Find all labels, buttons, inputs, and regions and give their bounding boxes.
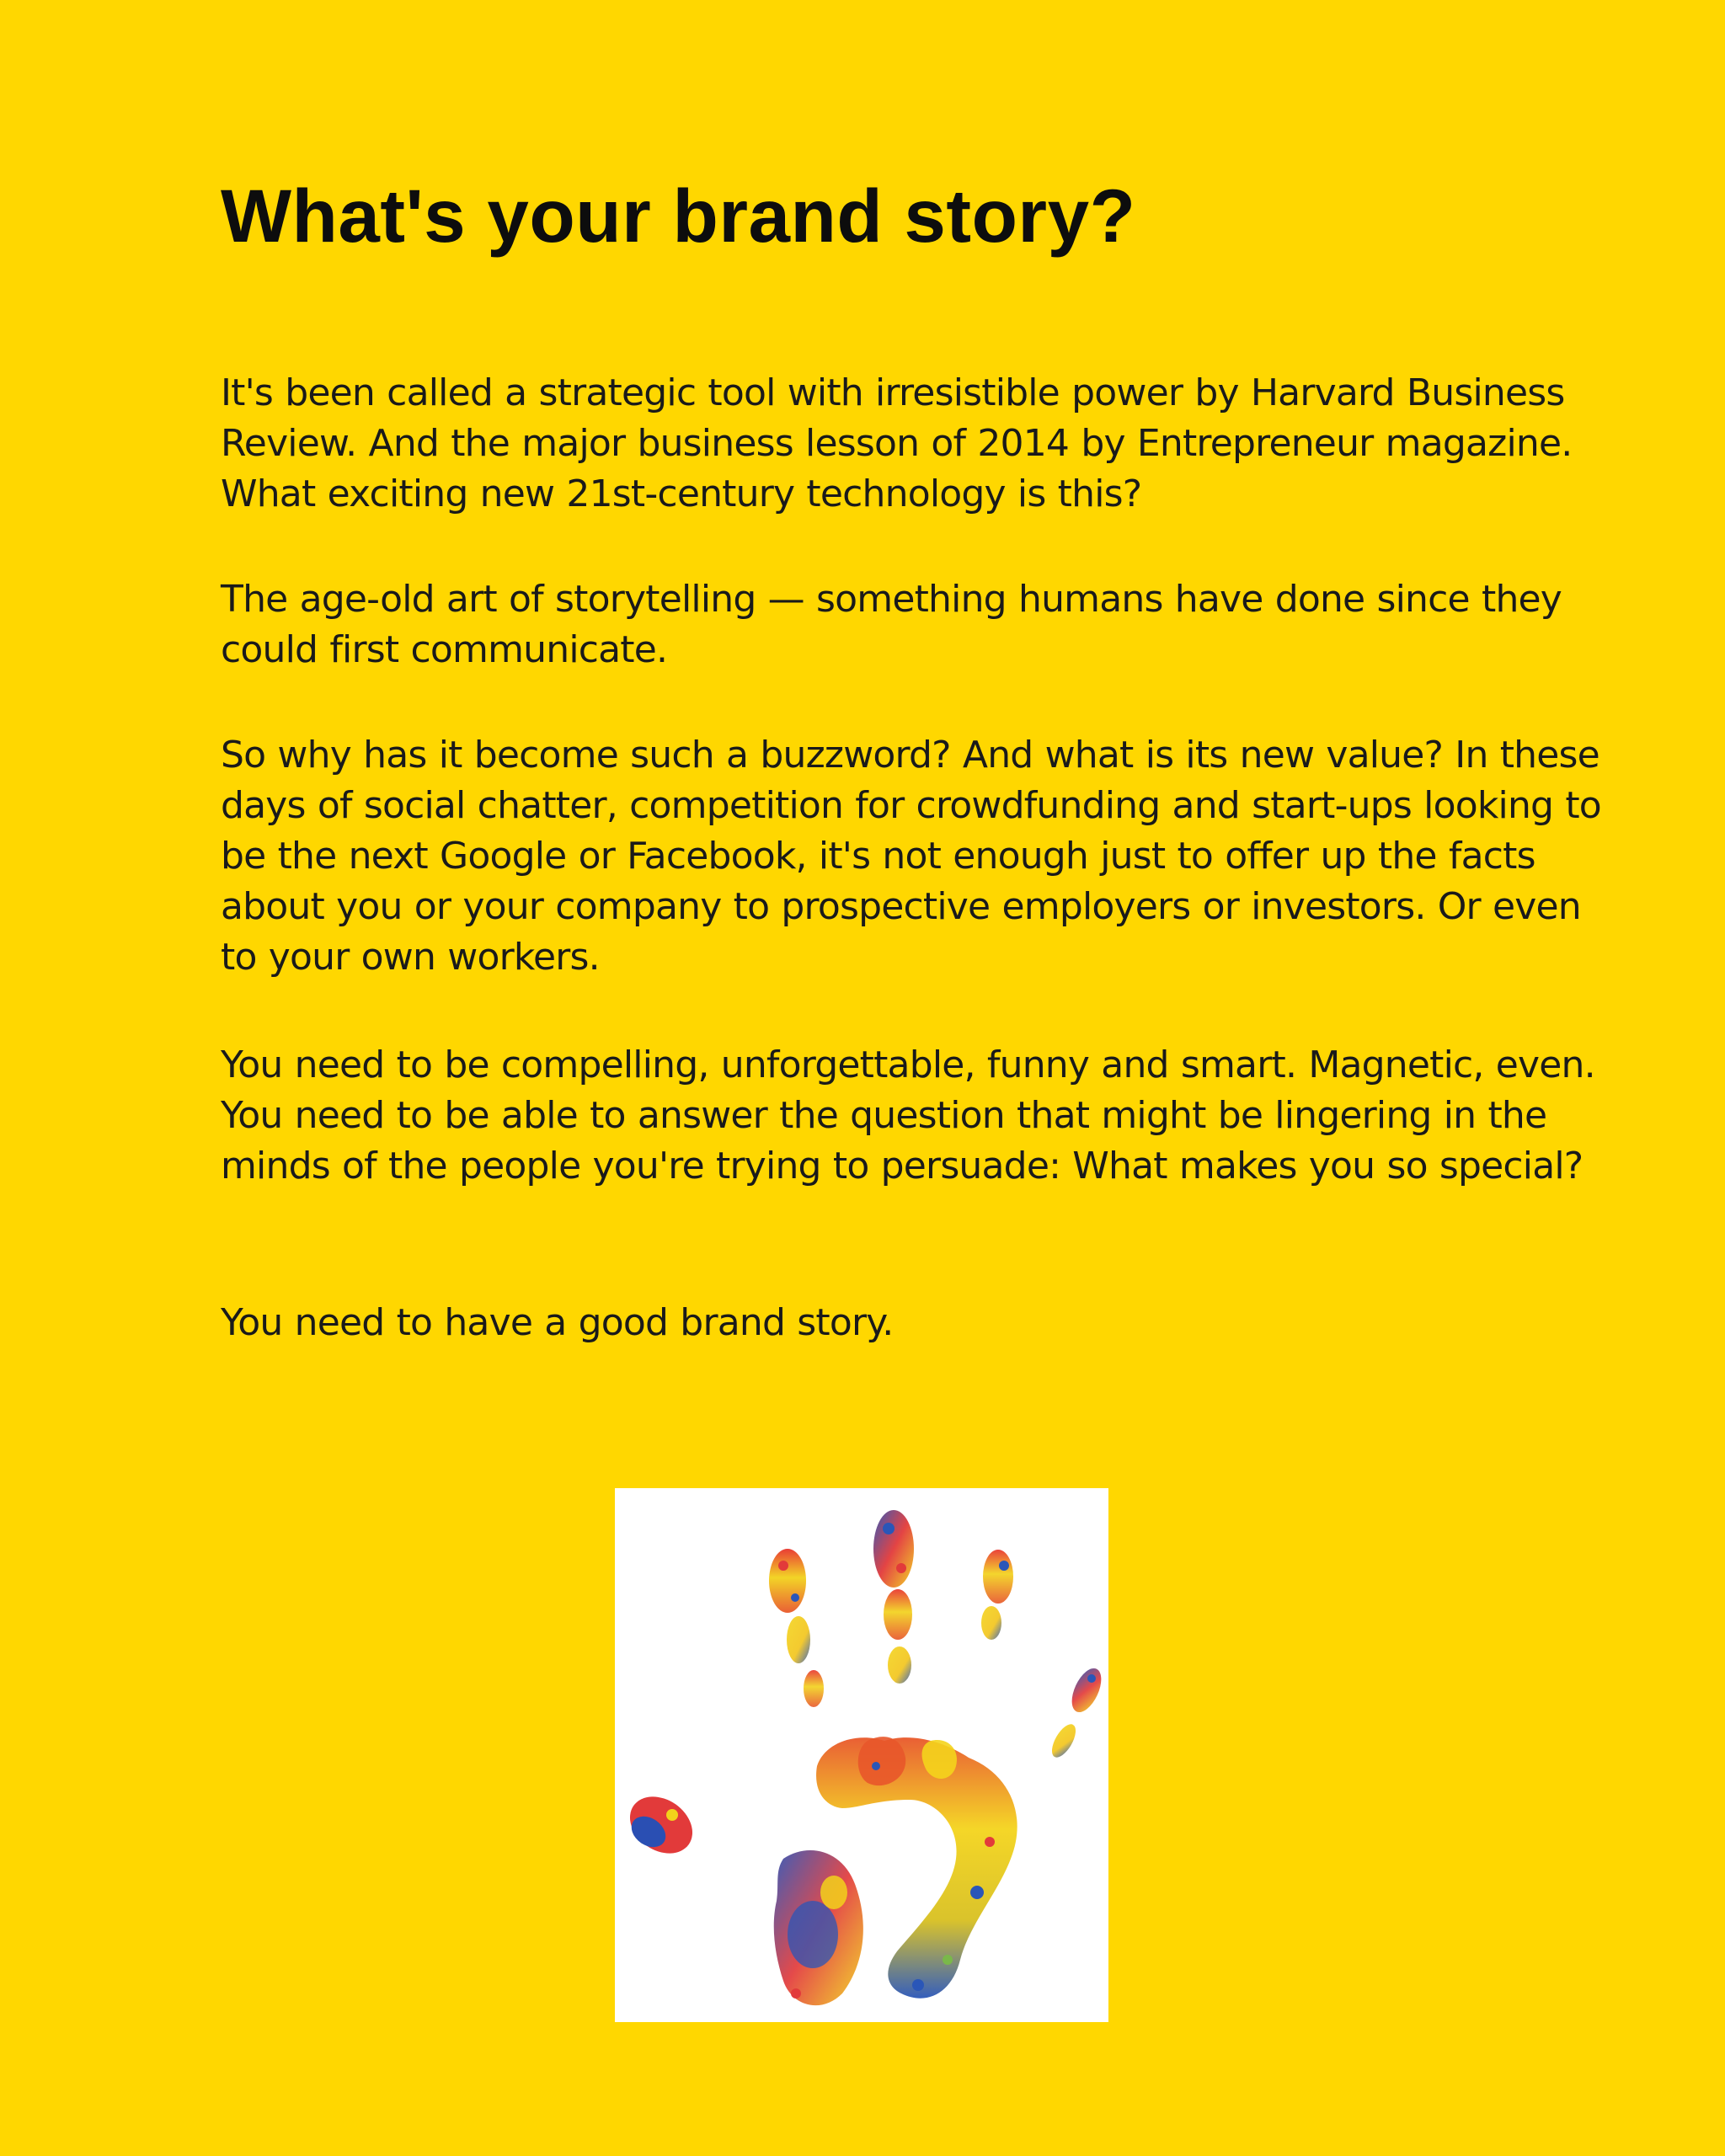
finger-middle [873, 1510, 914, 1684]
finger-ring [981, 1550, 1013, 1640]
palm [774, 1737, 1017, 2005]
paragraph-buzzword: So why has it become such a buzzword? And what is its new value? In these days of social chatter, competition for crowdfunding and start-ups looking to be the next Google or Facebook, it's not enough just to offer up the facts about you or your company to prospective employers or investors. Or even to your own workers. [221, 734, 1601, 979]
paragraph-compelling: You need to be compelling, unforgettable, funny and smart. Magnetic, even. You need to be able to answer the question that might be lingering in the minds of the people you're trying to persuade: What makes you so special? [221, 1043, 1595, 1187]
paragraph-intro: It's been called a strategic tool with irresistible power by Harvard Business Review. And the major business lesson of 2014 by Entrepreneur magazine. What exciting new 21st-century technology is this? [221, 371, 1573, 515]
thumb [619, 1785, 703, 1865]
paragraph-conclusion: You need to have a good brand story. [221, 1301, 894, 1344]
finger-left [769, 1549, 824, 1707]
page-title: What's your brand story? [221, 173, 1136, 258]
finger-pinky [1047, 1664, 1107, 1761]
painted-handprint-icon [615, 1488, 1108, 2022]
handprint-image [615, 1488, 1108, 2022]
paragraph-storytelling: The age-old art of storytelling — something humans have done since they could first communicate. [221, 578, 1562, 671]
